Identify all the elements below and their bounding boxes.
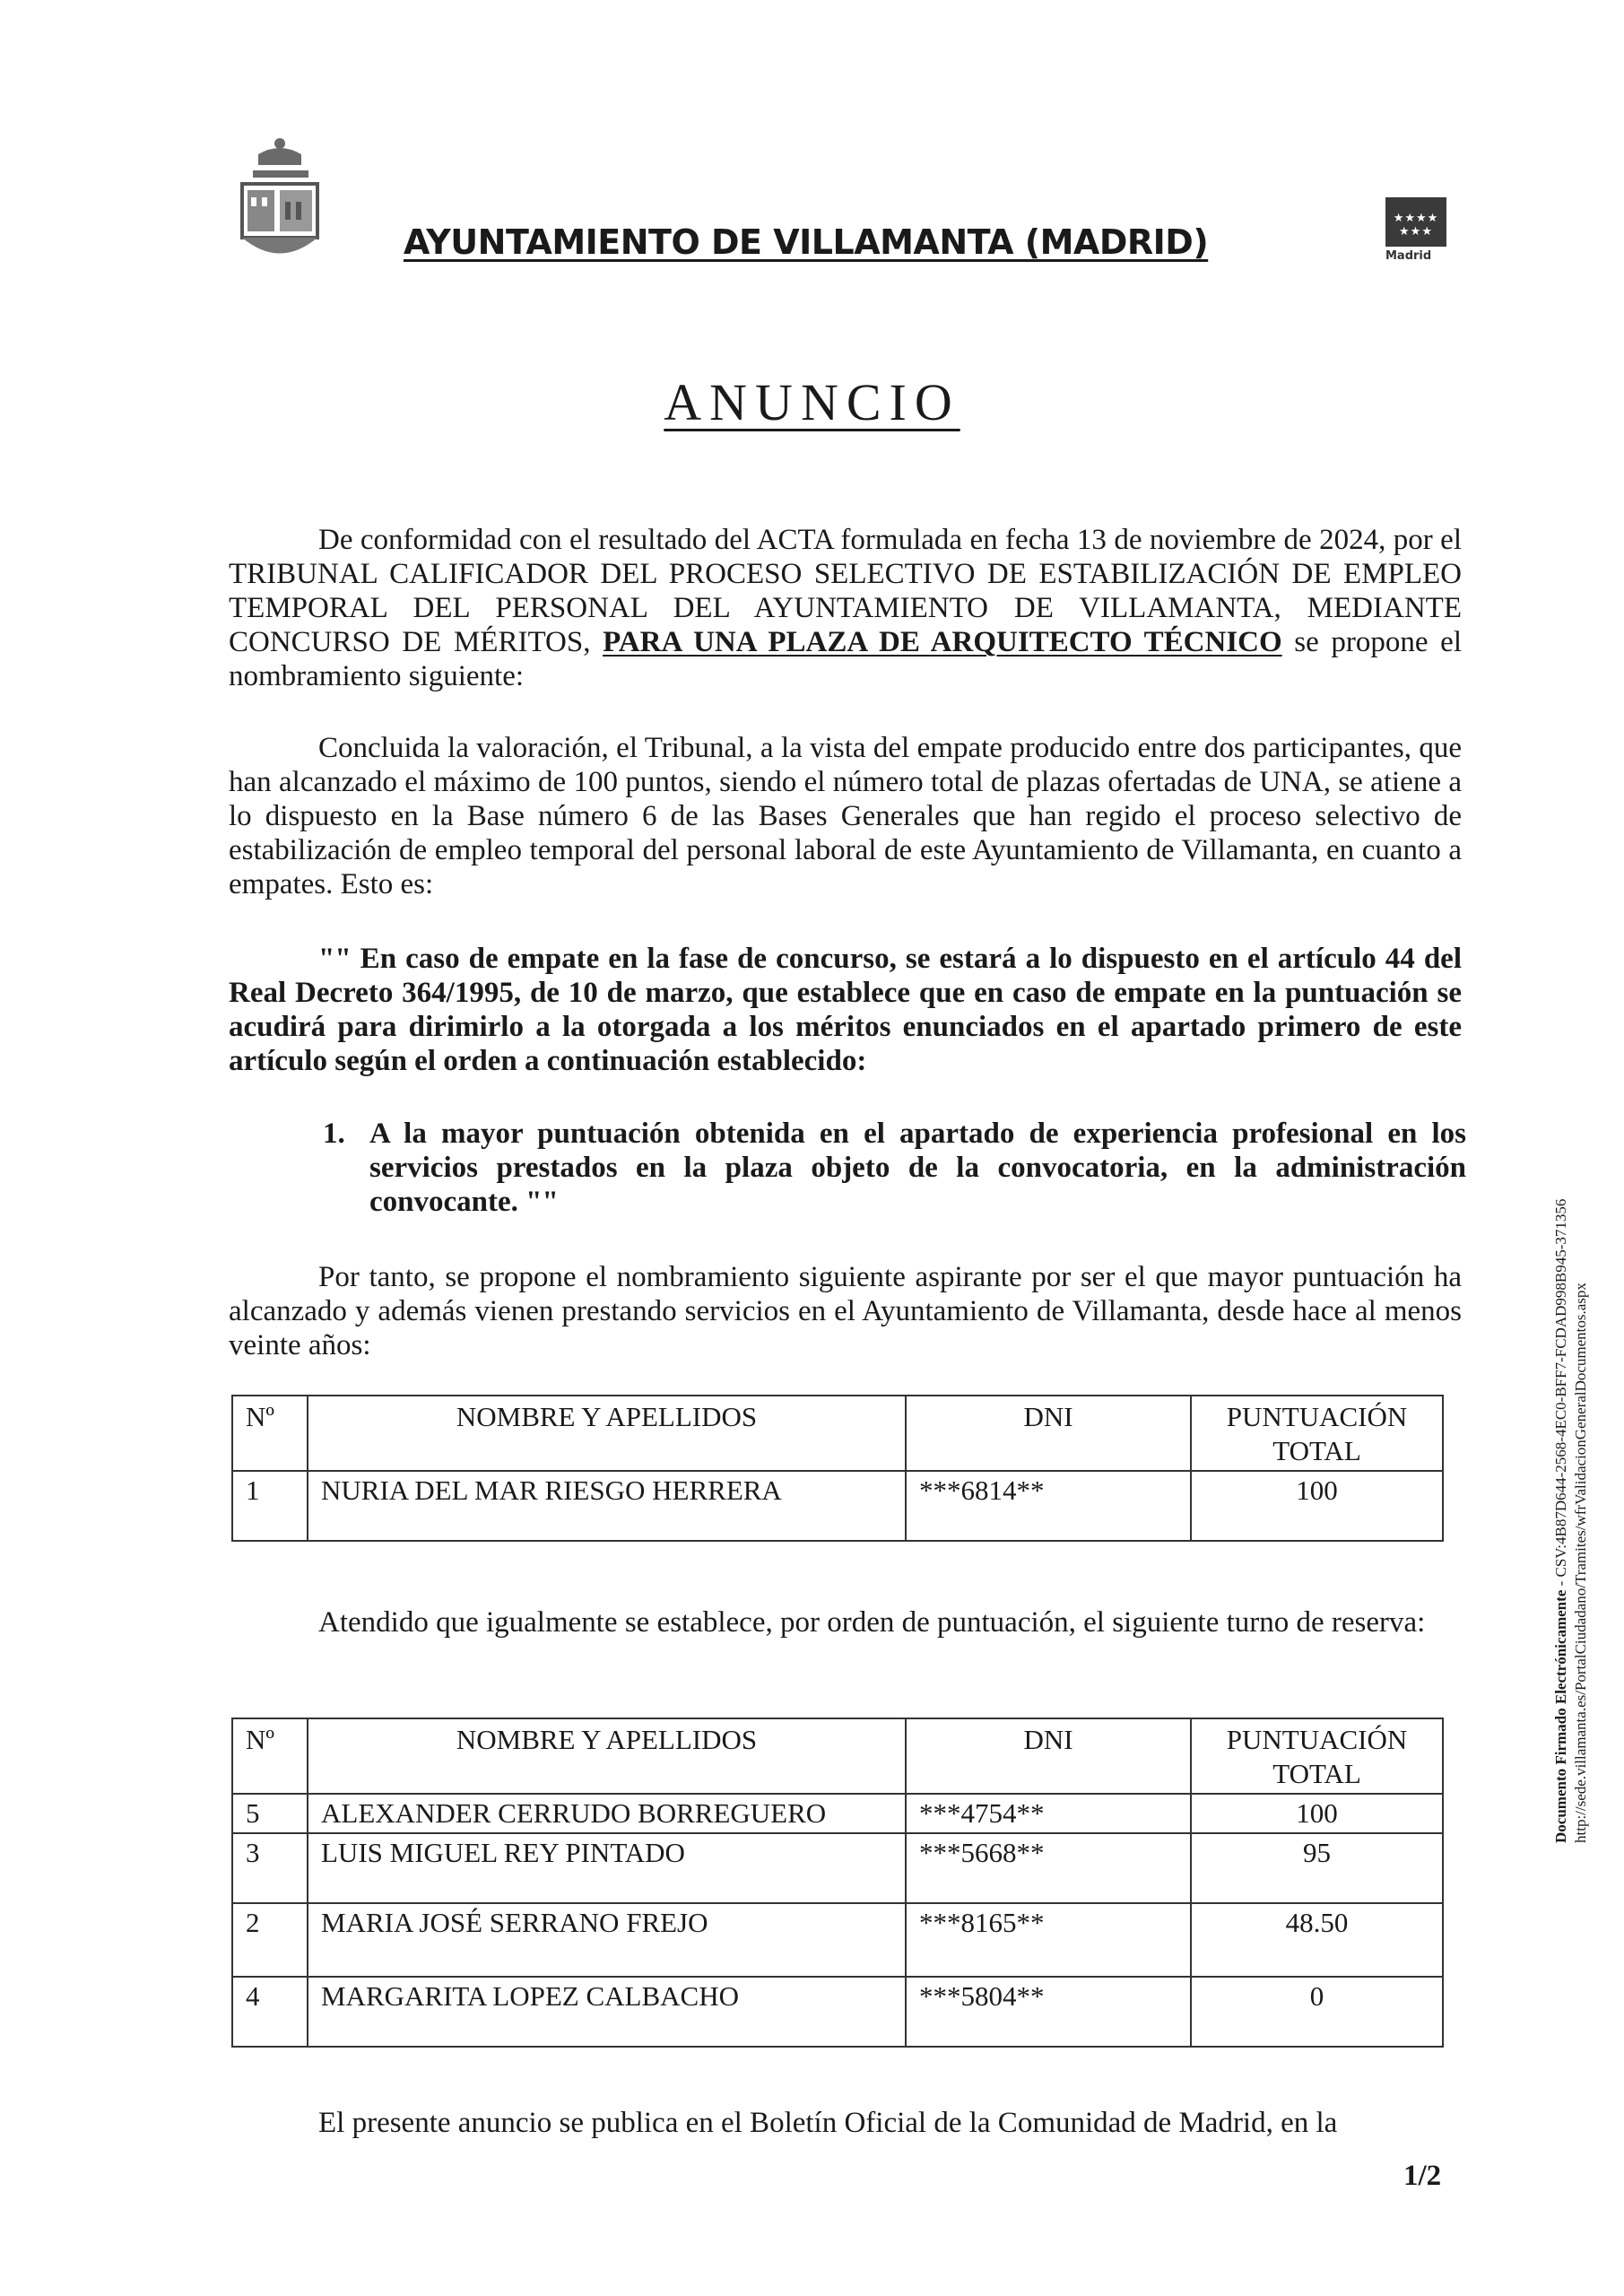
- appointed-table: [231, 1395, 1444, 1542]
- header-dni: DNI: [906, 1718, 1191, 1794]
- row-dni: ***5668**: [906, 1833, 1191, 1903]
- table-header-row: [232, 1396, 1443, 1471]
- letterhead: [233, 135, 1471, 269]
- row-number: 4: [232, 1977, 308, 2047]
- proposal-paragraph: [229, 1260, 1462, 1362]
- row-dni: ***6814**: [906, 1471, 1191, 1541]
- row-score: 100: [1191, 1471, 1443, 1541]
- cam-logo-text: Madrid: [1385, 249, 1432, 263]
- row-name: ALEXANDER CERRUDO BORREGUERO: [308, 1794, 906, 1833]
- row-score: 48.50: [1191, 1903, 1443, 1977]
- intro-paragraph: [229, 523, 1462, 693]
- row-number: 1: [232, 1471, 308, 1541]
- table-row: [232, 1833, 1443, 1903]
- reserve-paragraph: [229, 1605, 1462, 1639]
- header-score: PUNTUACIÓN TOTAL: [1191, 1718, 1443, 1794]
- header-dni: DNI: [906, 1396, 1191, 1471]
- stars-icon: ★★★★ ★★★: [1393, 212, 1439, 239]
- side-note-line-2[interactable]: http://sede.villamanta.es/PortalCiudadano/Tramites/wfrValidacionGeneralDocumentos.aspx: [1572, 1283, 1589, 1843]
- list-item-number: 1.: [323, 1118, 345, 1150]
- table-header-row: [232, 1718, 1443, 1794]
- side-note-bold: Documento Firmado Electrónicamente: [1552, 1589, 1569, 1843]
- organization-title: AYUNTAMIENTO DE VILLAMANTA (MADRID): [404, 222, 1209, 262]
- header-number: Nº: [232, 1396, 308, 1471]
- document-title: ANUNCIO: [664, 373, 960, 431]
- coat-of-arms-emblem: [233, 135, 323, 269]
- row-number: 5: [232, 1794, 308, 1833]
- cam-logo-box: [1385, 197, 1446, 247]
- header-name: NOMBRE Y APELLIDOS: [308, 1396, 906, 1471]
- table-row: [232, 1903, 1443, 1977]
- table-row: [232, 1471, 1443, 1541]
- list-item-text: A la mayor puntuación obtenida en el apartado de experiencia profesional en los servicios prestados en la plaza objeto de la convocatoria, en la administración convocante. "": [369, 1118, 1466, 1218]
- publication-text: El presente anuncio se publica en el Boletín Oficial de la Comunidad de Madrid, en la: [318, 2107, 1338, 2139]
- row-name: MARIA JOSÉ SERRANO FREJO: [308, 1903, 906, 1977]
- row-dni: ***5804**: [906, 1977, 1191, 2047]
- row-number: 2: [232, 1903, 308, 1977]
- row-name: LUIS MIGUEL REY PINTADO: [308, 1833, 906, 1903]
- signature-side-note: [1551, 1036, 1591, 1843]
- table-row: [232, 1794, 1443, 1833]
- row-dni: ***4754**: [906, 1794, 1191, 1833]
- legal-quote-paragraph: [229, 942, 1462, 1078]
- position-highlight: PARA UNA PLAZA DE ARQUITECTO TÉCNICO: [603, 626, 1282, 658]
- valuation-paragraph: [229, 731, 1462, 901]
- valuation-text: Concluida la valoración, el Tribunal, a la vista del empate producido entre dos participantes, que han alcanzado el máximo de 100 puntos, siendo el número total de plazas ofertadas de UNA, se atiene a lo dispuesto en la Base número 6 de las Bases Generales que han regido el proceso selectivo de estabilización de empleo temporal del personal laboral de este Ayuntamiento de Villamanta, en cuanto a empates. Esto es:: [229, 732, 1462, 900]
- side-note-csv: - CSV:4B87D644-2568-4EC0-BFF7-FCDAD998B945-371356: [1552, 1198, 1569, 1590]
- header-score: PUNTUACIÓN TOTAL: [1191, 1396, 1443, 1471]
- page-number: 1/2: [1403, 2160, 1442, 2192]
- reserve-table: [231, 1718, 1444, 2048]
- row-score: 0: [1191, 1977, 1443, 2047]
- quote-list-item: [323, 1117, 1466, 1219]
- side-note-line-1: [1551, 1036, 1571, 1843]
- row-name: NURIA DEL MAR RIESGO HERRERA: [308, 1471, 906, 1541]
- header-number: Nº: [232, 1718, 308, 1794]
- row-dni: ***8165**: [906, 1903, 1191, 1977]
- publication-paragraph: [229, 2106, 1462, 2140]
- proposal-text: Por tanto, se propone el nombramiento siguiente aspirante por ser el que mayor puntuación ha alcanzado y además vienen prestando servicios en el Ayuntamiento de Villamanta, desde hace al menos veinte años:: [229, 1261, 1462, 1361]
- intro-text-end: se propone el nombramiento siguiente:: [229, 626, 1462, 692]
- row-number: 3: [232, 1833, 308, 1903]
- intro-text: De conformidad con el resultado del ACTA formulada en fecha 13 de noviembre de 2024, por el TRIBUNAL CALIFICADOR DEL PROCESO SELECTIVO DE ESTABILIZACIÓN DE EMPLEO TEMPORAL DEL PERSONAL DEL AYUNTAMIENTO DE VILLAMANTA, MEDIANTE CONCURSO DE MÉRITOS,: [229, 524, 1462, 658]
- reserve-text: Atendido que igualmente se establece, por orden de puntuación, el siguiente turno de reserva:: [318, 1606, 1426, 1639]
- legal-quote-text: "" En caso de empate en la fase de concurso, se estará a lo dispuesto en el artículo 44 del Real Decreto 364/1995, de 10 de marzo, que establece que en caso de empate en la puntuación se acudirá para dirimirlo a la otorgada a los méritos enunciados en el apartado primero de este artículo según el orden a continuación establecido:: [229, 943, 1462, 1077]
- row-score: 100: [1191, 1794, 1443, 1833]
- table-row: [232, 1977, 1443, 2047]
- row-name: MARGARITA LOPEZ CALBACHO: [308, 1977, 906, 2047]
- row-score: 95: [1191, 1833, 1443, 1903]
- comunidad-madrid-logo: [1385, 197, 1471, 263]
- header-name: NOMBRE Y APELLIDOS: [308, 1718, 906, 1794]
